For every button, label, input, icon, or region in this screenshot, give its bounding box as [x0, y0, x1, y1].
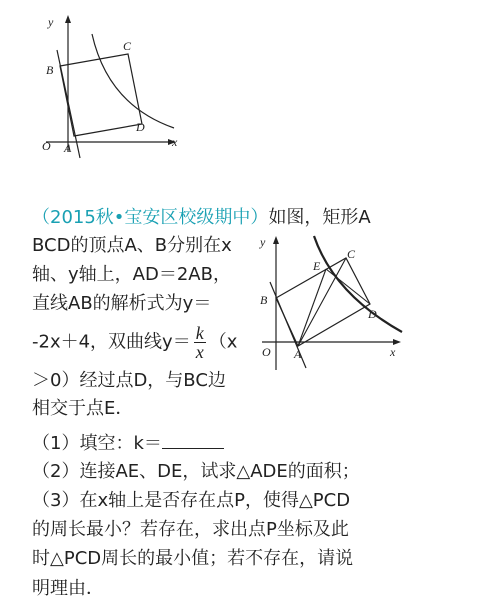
problem-line-4: 直线AB的解析式为y＝	[32, 293, 212, 314]
figure-1-label-a: A	[64, 141, 72, 155]
question-2: （2）连接AE、DE，试求△ADE的面积；	[32, 461, 360, 482]
figure-2-label-a: A	[294, 347, 302, 361]
problem-line-5	[32, 324, 237, 361]
figure-2-segment-ae	[298, 269, 326, 346]
problem-line-5-pre: -2x＋4，双曲线y＝	[32, 331, 191, 353]
figure-2-label-b: B	[260, 293, 268, 307]
figure-2-hyperbola	[314, 236, 402, 332]
problem-line-5-post: （x	[208, 331, 238, 353]
problem-line-6: ＞0）经过点D，与BC边	[32, 370, 226, 391]
figure-2-y-arrow	[273, 236, 279, 244]
figure-1-label-x: x	[172, 135, 178, 149]
question-1-text: （1）填空：k＝	[32, 433, 162, 454]
question-3-line-1: （3）在x轴上是否存在点P，使得△PCD	[32, 490, 351, 511]
figure-1-label-c: C	[123, 39, 132, 53]
answer-blank	[162, 432, 224, 449]
problem-source: （2015秋•宝安区校级期中）	[32, 207, 269, 228]
question-3-line-2: 的周长最小？若存在，求出点P坐标及此	[32, 519, 349, 540]
figure-2-label-o: O	[262, 345, 271, 359]
question-1	[32, 432, 224, 455]
figure-2-rectangle	[276, 258, 370, 346]
problem-line-2: BCD的顶点A、B分别在x	[32, 235, 232, 256]
figure-1-label-d: D	[136, 120, 145, 134]
hyperbola-fraction	[194, 324, 206, 361]
figure-2-label-d: D	[368, 307, 377, 321]
figure-1	[28, 10, 188, 160]
figure-2-label-c: C	[347, 247, 356, 261]
problem-line-1-rest: 如图，矩形A	[268, 207, 371, 228]
fraction-denominator: x	[195, 342, 204, 362]
problem-line-7: 相交于点E．	[32, 398, 134, 419]
question-3-line-3: 时△PCD周长的最小值；若不存在，请说	[32, 548, 354, 569]
figure-1-y-arrow	[65, 15, 71, 23]
figure-2-label-x: x	[390, 345, 396, 359]
figure-2	[254, 232, 404, 372]
problem-line-3: 轴、y轴上，AD＝2AB，	[32, 264, 231, 285]
problem-line-1	[32, 207, 371, 229]
fraction-numerator: k	[195, 323, 204, 343]
figure-2-label-y: y	[260, 235, 266, 249]
figure-1-label-y: y	[48, 15, 54, 29]
question-3-line-4: 明理由．	[32, 578, 104, 599]
figure-1-label-o: O	[42, 139, 51, 153]
figure-1-label-b: B	[46, 63, 54, 77]
figure-2-label-e: E	[313, 259, 321, 273]
